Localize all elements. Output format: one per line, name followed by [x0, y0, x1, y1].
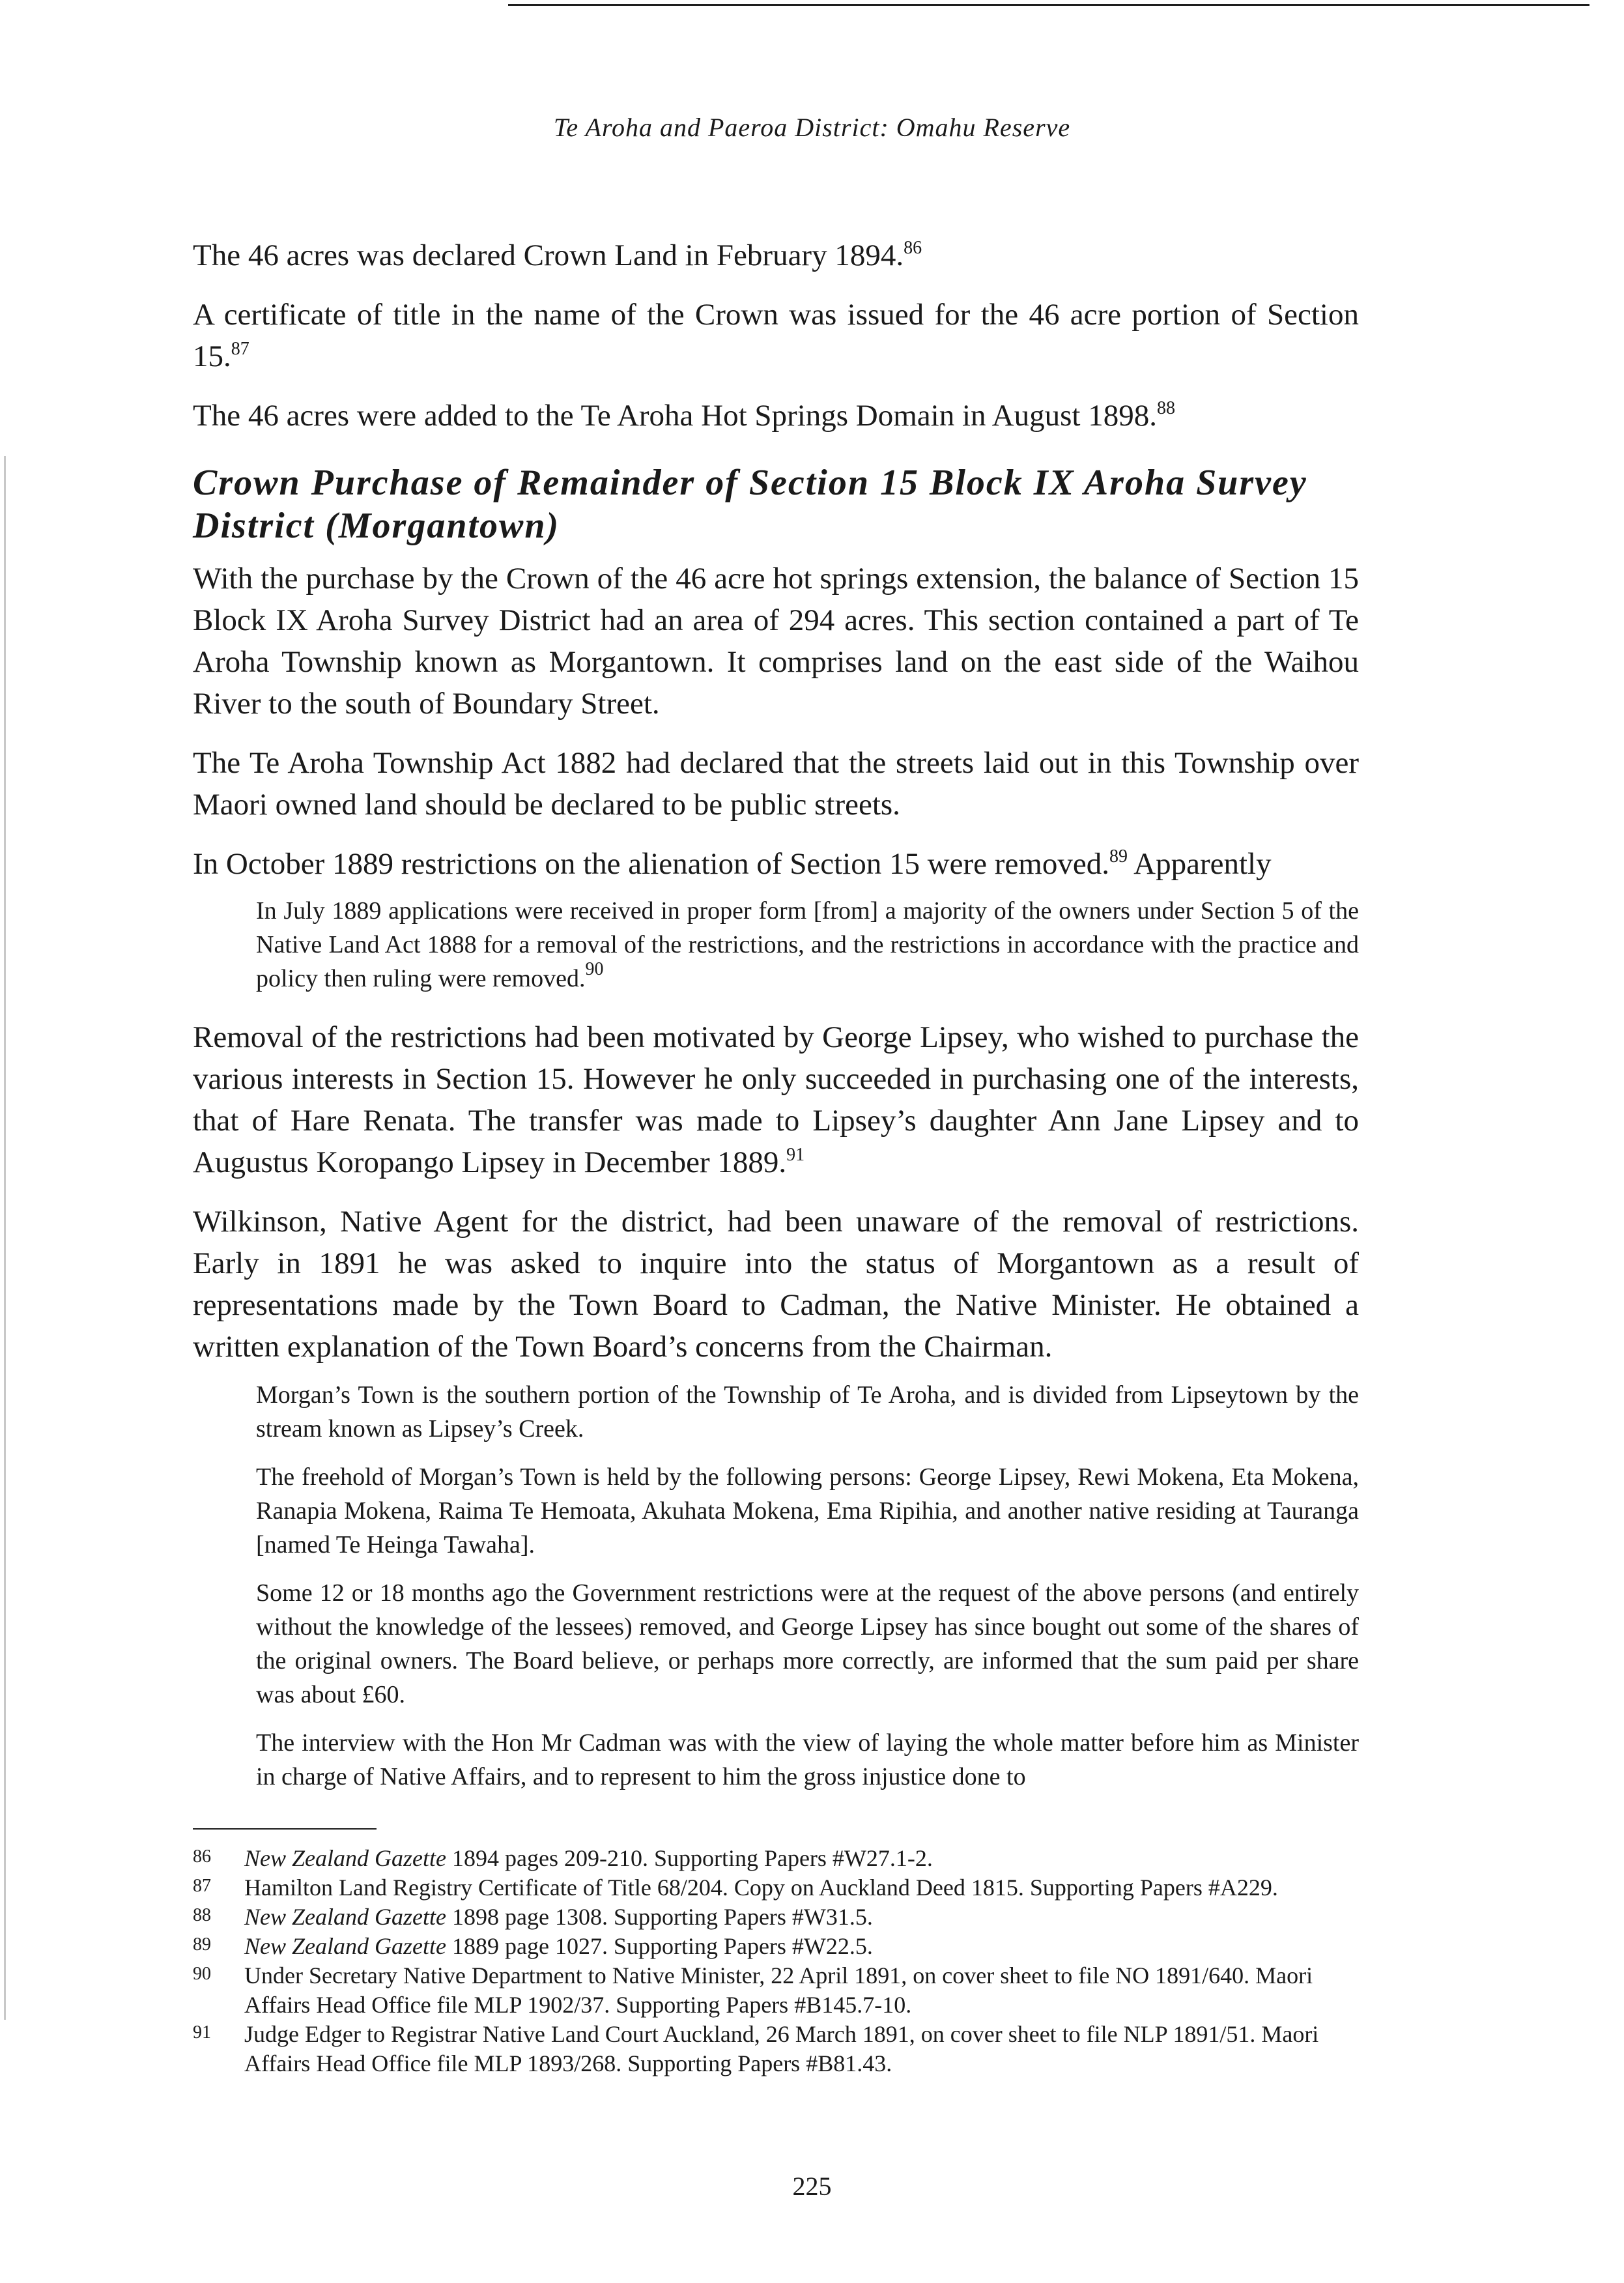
scan-edge-mark [4, 456, 6, 2020]
paragraph: A certificate of title in the name of the Crown was issued for the 46 acre portion of Section 15.87 [193, 298, 1359, 373]
footnote-ref: 86 [904, 238, 922, 258]
footnote-ref: 89 [1109, 846, 1128, 867]
footnote-number: 86 [193, 1846, 211, 1867]
footnote: 88 New Zealand Gazette 1898 page 1308. Supporting Papers #W31.5. [193, 1902, 1359, 1932]
footnote: 91 Judge Edger to Registrar Native Land Court Auckland, 26 March 1891, on cover sheet to file NLP 1891/51. Maori Affairs Head Office file MLP 1893/268. Supporting Papers #B81.43. [193, 2020, 1359, 2078]
footnote: 89 New Zealand Gazette 1889 page 1027. Supporting Papers #W22.5. [193, 1932, 1359, 1961]
footnote: 87 Hamilton Land Registry Certificate of Title 68/204. Copy on Auckland Deed 1815. Supporting Papers #A229. [193, 1873, 1359, 1902]
footnote-number: 90 [193, 1964, 211, 1984]
section-heading: Crown Purchase of Remainder of Section 15 Block IX Aroha Survey District (Morgantown) [193, 463, 1307, 546]
footnotes [193, 1844, 1359, 2078]
footnote-ref: 91 [786, 1145, 805, 1165]
footnote-number: 91 [193, 2022, 211, 2043]
block-quote: In July 1889 applications were received in proper form [from] a majority of the owners under Section 5 of the Native Land Act 1888 for a removal of the restrictions, and the restrictions in accordance with the practice and policy then ruling were removed.$^{90}$ [256, 897, 1359, 992]
block-quote: The freehold of Morgan’s Town is held by the following persons: George Lipsey, Rewi Mokena, Eta Mokena, Ranapia Mokena, Raima Te Hemoata, Akuhata Mokena, Ema Ripihia, and another native residing at Tauranga [named Te Heinga Tawaha]. [256, 1463, 1359, 1558]
footnote: 86 New Zealand Gazette 1894 pages 209-210. Supporting Papers #W27.1-2. [193, 1844, 1359, 1873]
footnote-ref: 90 [585, 959, 604, 979]
block-quote: Morgan’s Town is the southern portion of the Township of Te Aroha, and is divided from Lipseytown by the stream known as Lipsey’s Creek. [256, 1381, 1359, 1443]
block-quote: Some 12 or 18 months ago the Government restrictions were at the request of the above persons (and entirely without the knowledge of the lessees) removed, and George Lipsey has since bought out some of the shares of the original owners. The Board believe, or perhaps more correctly, are informed that the sum paid per share was about £60. [256, 1579, 1359, 1708]
footnote-rule [193, 1828, 377, 1830]
running-head: Te Aroha and Paeroa District: Omahu Reserve [553, 113, 1071, 142]
footnote-number: 89 [193, 1934, 211, 1955]
paragraph: Removal of the restrictions had been motivated by George Lipsey, who wished to purchase the various interests in Section 15. However he only succeeded in purchasing one of the interests, that of Hare Renata. The transfer was made to Lipsey’s daughter Ann Jane Lipsey and to Augustus Koropango Lipsey in December 1889.91 [193, 1020, 1359, 1179]
paragraph: With the purchase by the Crown of the 46 acre hot springs extension, the balance of Section 15 Block IX Aroha Survey District had an area of 294 acres. This section contained a part of Te Aroha Township known as Morgantown. It comprises land on the east side of the Waihou River to the south of Boundary Street. [193, 562, 1359, 721]
top-rule [508, 4, 1589, 6]
paragraph: The 46 acres was declared Crown Land in February 1894.86 [193, 238, 922, 272]
footnote-number: 88 [193, 1905, 211, 1925]
paragraph: The Te Aroha Township Act 1882 had declared that the streets laid out in this Township over Maori owned land should be declared to be public streets. [193, 746, 1359, 822]
footnote: 90 Under Secretary Native Department to Native Minister, 22 April 1891, on cover sheet to file NO 1891/640. Maori Affairs Head Office file MLP 1902/37. Supporting Papers #B145.7-10. [193, 1961, 1359, 2020]
footnote-ref: 87 [231, 339, 249, 359]
paragraph: The 46 acres were added to the Te Aroha Hot Springs Domain in August 1898.88 [193, 398, 1175, 433]
paragraph: In October 1889 restrictions on the alienation of Section 15 were removed.$^{89}$ Apparently [193, 846, 1272, 881]
body-text [193, 235, 1359, 1808]
footnote-ref: 88 [1156, 398, 1175, 418]
paragraph: Wilkinson, Native Agent for the district, had been unaware of the removal of restrictions. Early in 1891 he was asked to inquire into the status of Morgantown as a result of representations made by the Town Board to Cadman, the Native Minister. He obtained a written explanation of the Town Board’s concerns from the Chairman. [193, 1205, 1359, 1364]
footnote-number: 87 [193, 1876, 211, 1896]
block-quote: The interview with the Hon Mr Cadman was with the view of laying the whole matter before him as Minister in charge of Native Affairs, and to represent to him the gross injustice done to [256, 1729, 1359, 1790]
page-number: 225 [792, 2172, 832, 2201]
